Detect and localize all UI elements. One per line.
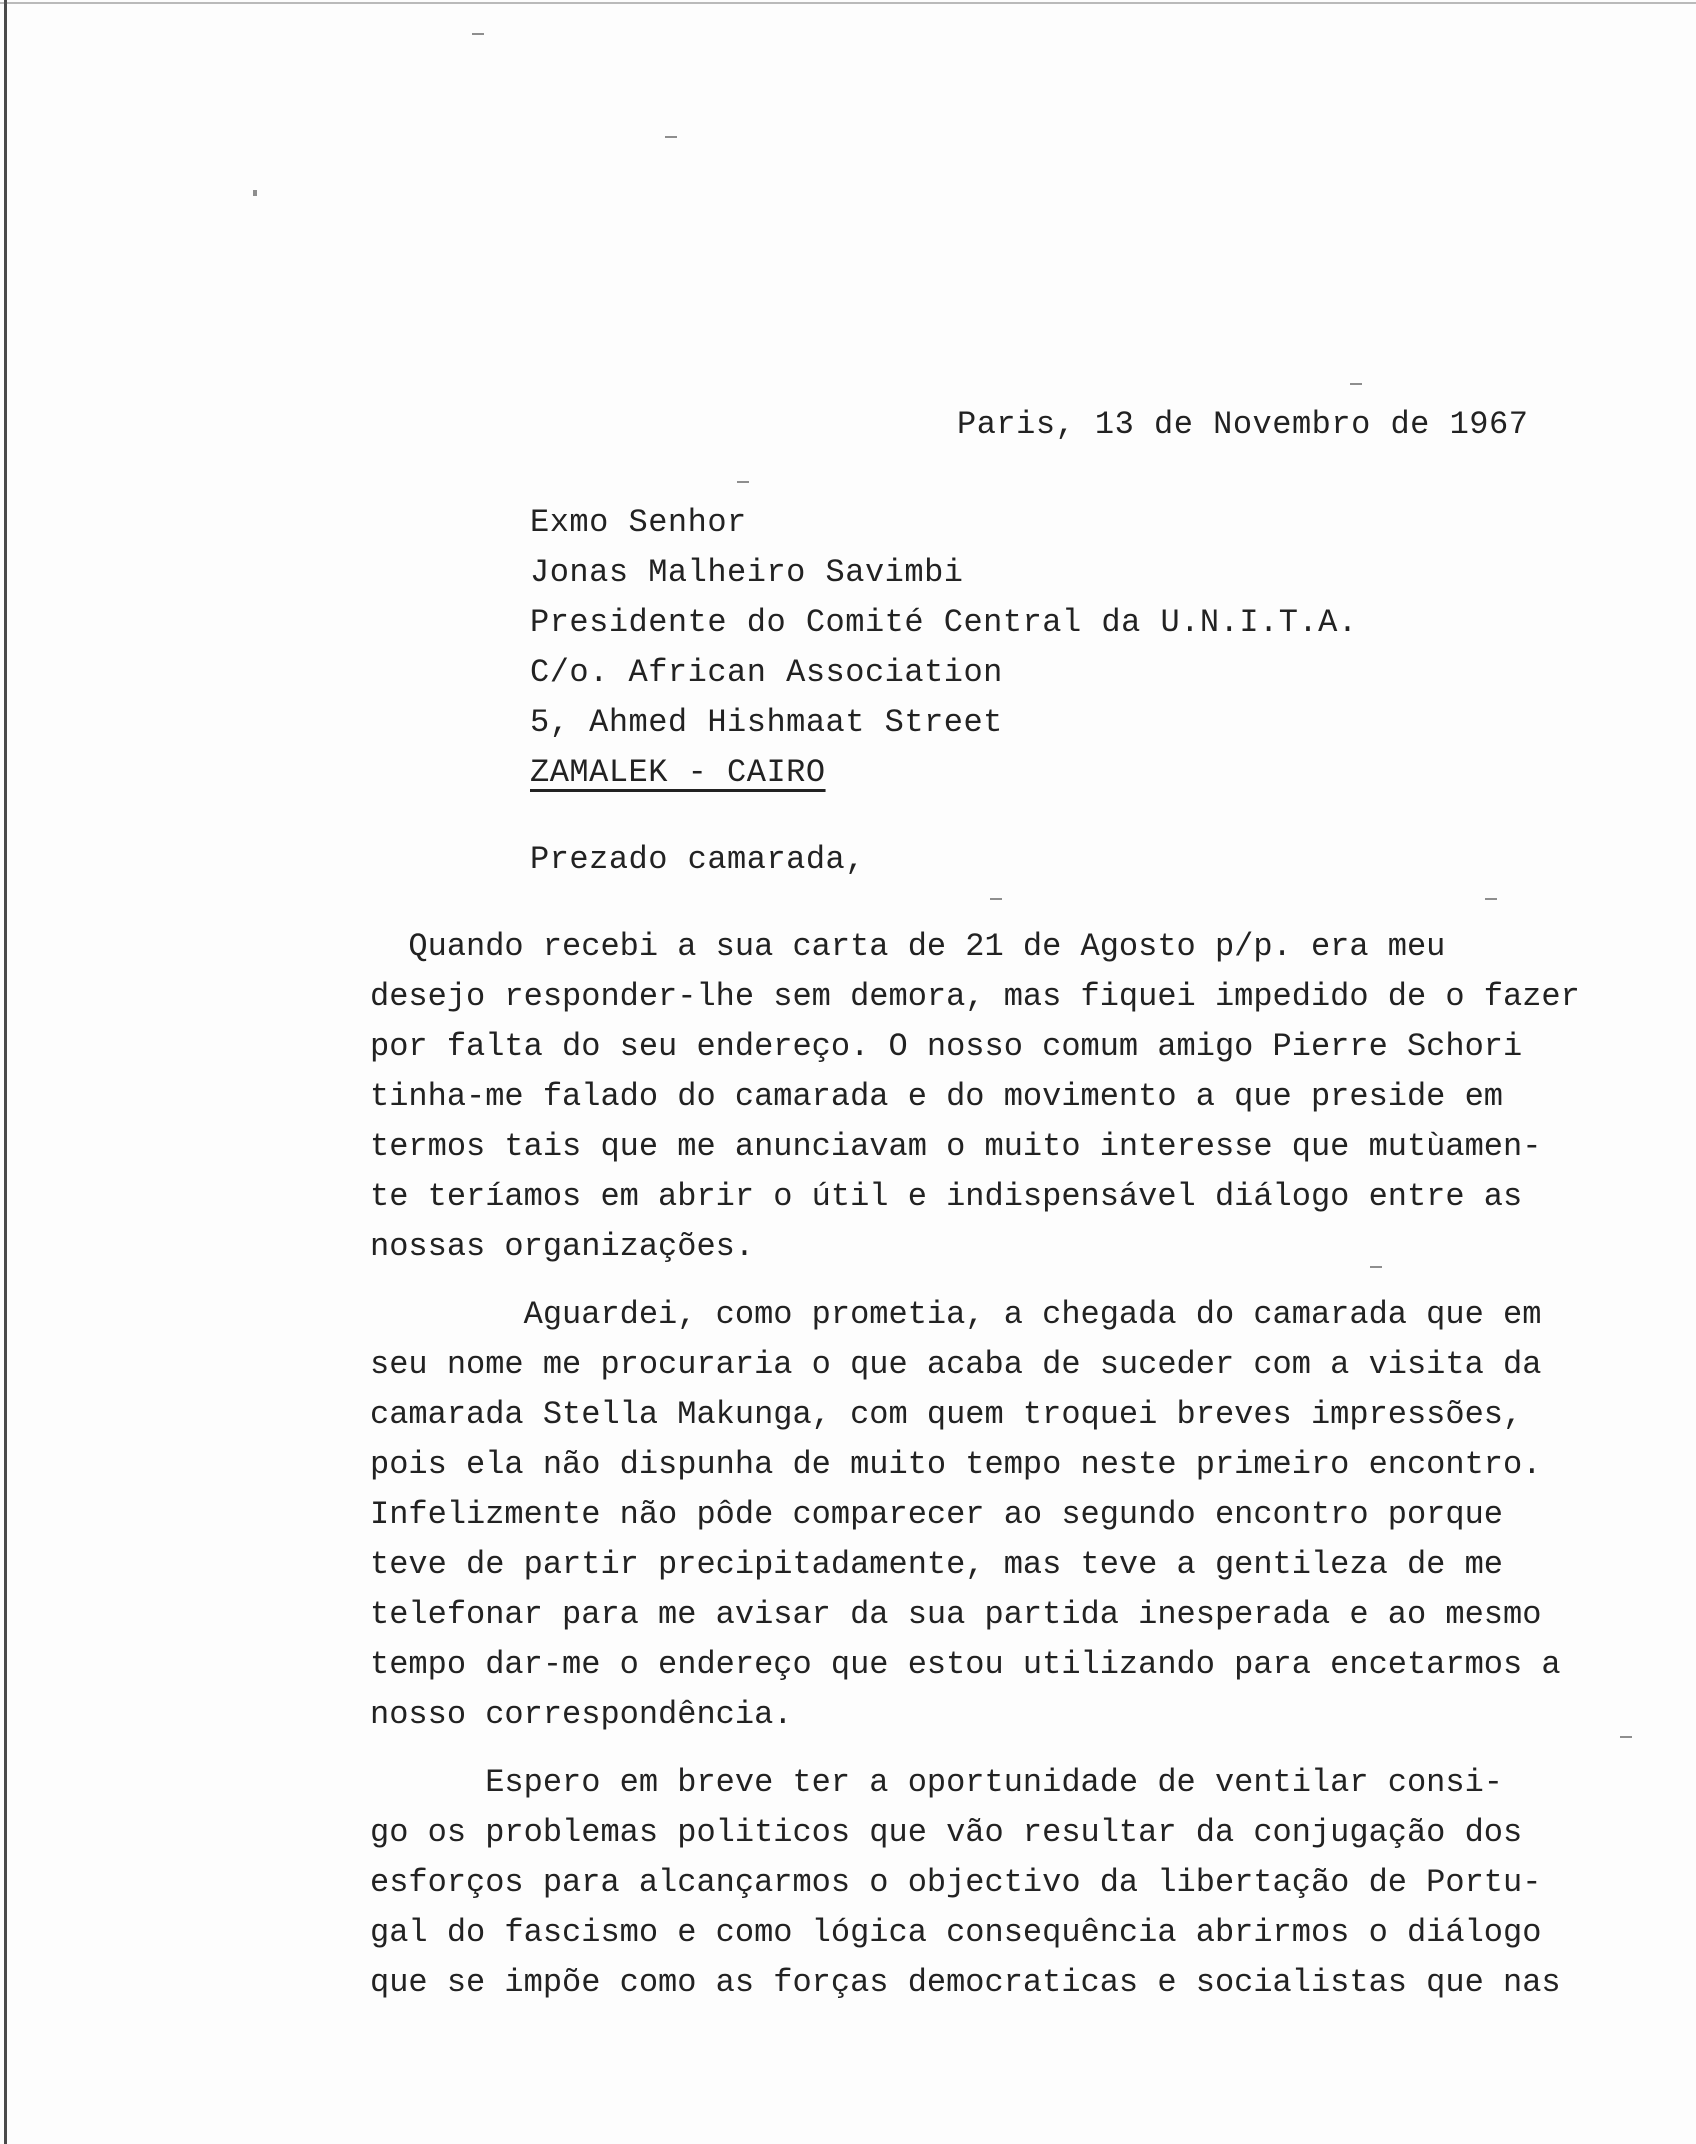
paragraph-line: tinha-me falado do camarada e do movimento a que preside em [370, 1078, 1503, 1115]
recipient-care-of: C/o. African Association [530, 654, 1003, 691]
paragraph-line: go os problemas politicos que vão resultar da conjugação dos [370, 1814, 1523, 1851]
paragraph-1 [370, 922, 1660, 1272]
paragraph-line: te teríamos em abrir o útil e indispensável diálogo entre as [370, 1178, 1523, 1215]
scan-speck [990, 898, 1002, 900]
paragraph-line: Infelizmente não pôde comparecer ao segundo encontro porque [370, 1496, 1503, 1533]
scan-speck [253, 190, 257, 196]
paragraph-line: por falta do seu endereço. O nosso comum amigo Pierre Schori [370, 1028, 1523, 1065]
paragraph-line: seu nome me procuraria o que acaba de suceder com a visita da [370, 1346, 1542, 1383]
paragraph-line: Espero em breve ter a oportunidade de ventilar consi- [370, 1764, 1503, 1801]
paragraph-line: gal do fascismo e como lógica consequência abrirmos o diálogo [370, 1914, 1542, 1951]
paragraph-line: pois ela não dispunha de muito tempo neste primeiro encontro. [370, 1446, 1542, 1483]
recipient-city: ZAMALEK - CAIRO [530, 754, 826, 791]
page-left-edge [4, 0, 7, 2144]
recipient-name: Jonas Malheiro Savimbi [530, 554, 964, 591]
paragraph-3 [370, 1758, 1660, 2008]
paragraph-line: esforços para alcançarmos o objectivo da libertação de Portu- [370, 1864, 1542, 1901]
recipient-title: Exmo Senhor [530, 504, 747, 541]
paragraph-line: nossas organizações. [370, 1228, 755, 1265]
paragraph-line: camarada Stella Makunga, com quem troquei breves impressões, [370, 1396, 1523, 1433]
paragraph-line: teve de partir precipitadamente, mas teve a gentileza de me [370, 1546, 1503, 1583]
salutation: Prezado camarada, [530, 841, 865, 878]
scan-speck [1485, 898, 1497, 900]
paragraph-line: que se impõe como as forças democraticas e socialistas que nas [370, 1964, 1561, 2001]
paragraph-2 [370, 1290, 1660, 1740]
page-top-edge [0, 2, 1696, 4]
paragraph-line: Quando recebi a sua carta de 21 de Agosto p/p. era meu [370, 928, 1446, 965]
scan-speck [737, 481, 749, 483]
paragraph-line: Aguardei, como prometia, a chegada do camarada que em [370, 1296, 1542, 1333]
paragraph-line: tempo dar-me o endereço que estou utilizando para encetarmos a [370, 1646, 1561, 1683]
recipient-position: Presidente do Comité Central da U.N.I.T.A. [530, 604, 1358, 641]
scan-speck [472, 33, 484, 35]
letter-date: Paris, 13 de Novembro de 1967 [957, 406, 1529, 443]
paragraph-line: nosso correspondência. [370, 1696, 793, 1733]
paragraph-line: telefonar para me avisar da sua partida inesperada e ao mesmo [370, 1596, 1542, 1633]
recipient-street: 5, Ahmed Hishmaat Street [530, 704, 1003, 741]
paragraph-line: desejo responder-lhe sem demora, mas fiquei impedido de o fazer [370, 978, 1580, 1015]
scan-speck [1350, 383, 1362, 385]
paragraph-line: termos tais que me anunciavam o muito interesse que mutùamen- [370, 1128, 1542, 1165]
scan-speck [665, 136, 677, 138]
